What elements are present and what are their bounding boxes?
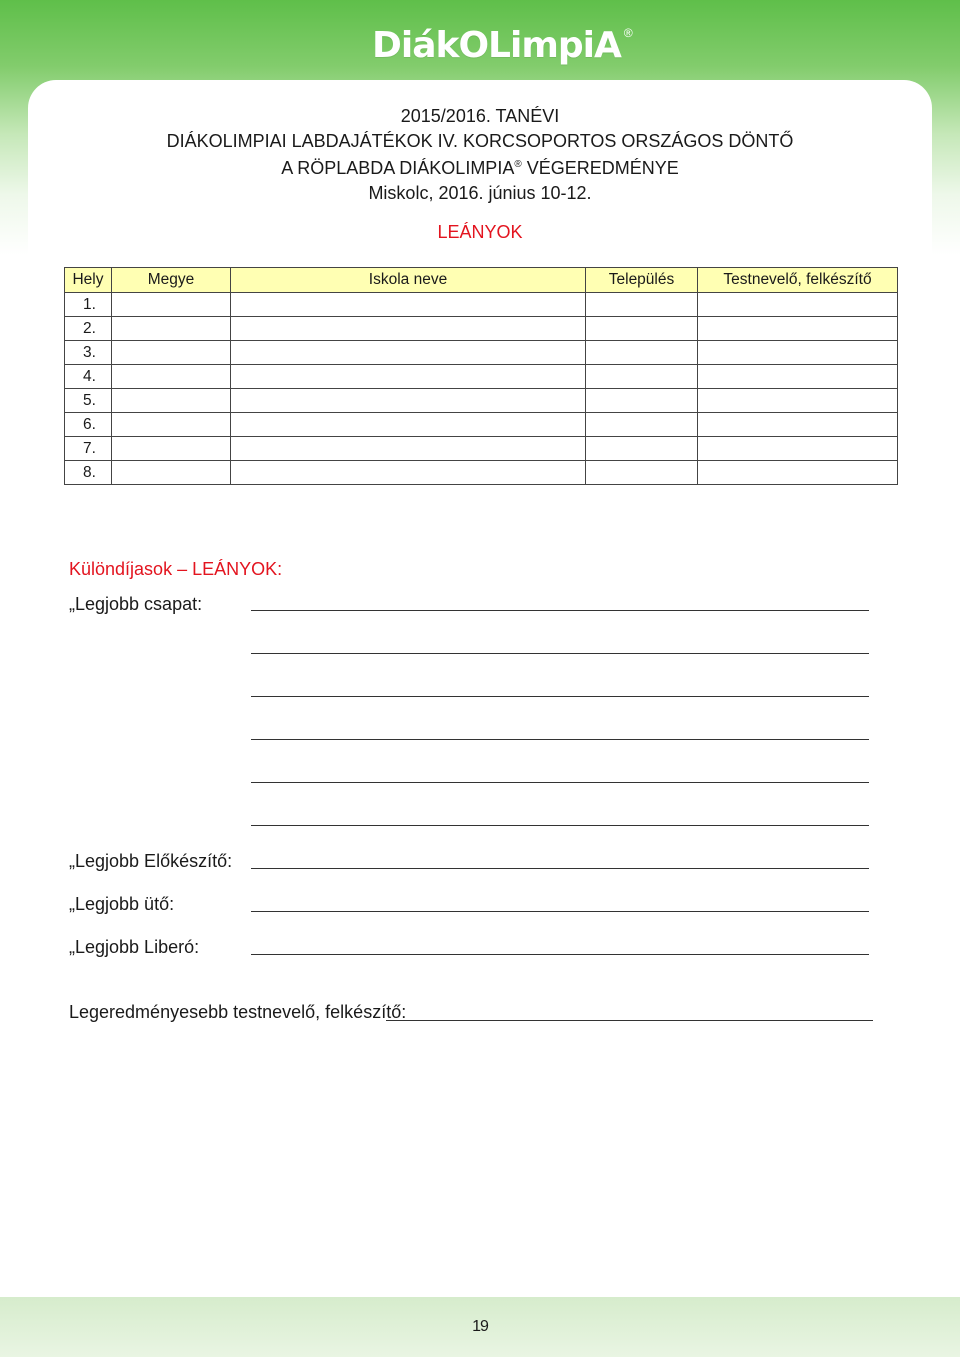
results-title-reg: ® [514, 159, 522, 170]
best-hitter-label: „Legjobb ütő: [69, 894, 175, 914]
best-coach-line[interactable] [386, 1020, 873, 1021]
category-heading: LEÁNYOK [437, 222, 523, 242]
best-libero-label: „Legjobb Liberó: [69, 937, 200, 957]
special-awards-heading: Különdíjasok – LEÁNYOK: [69, 559, 283, 579]
best-coach-label: Legeredményesebb testnevelő, felkészítő: [69, 1002, 407, 1022]
table-row [65, 365, 898, 389]
town-cell[interactable] [586, 341, 698, 365]
town-cell[interactable] [586, 317, 698, 341]
place-cell: 5. [65, 389, 112, 413]
place-cell: 4. [65, 365, 112, 389]
place-cell: 2. [65, 317, 112, 341]
best-team-line-2[interactable] [251, 653, 869, 654]
table-row [65, 341, 898, 365]
location-date: Miskolc, 2016. június 10-12. [368, 182, 592, 203]
place-cell: 1. [65, 293, 112, 317]
table-row [65, 437, 898, 461]
coach-cell[interactable] [698, 341, 898, 365]
place-cell: 8. [65, 461, 112, 485]
county-cell[interactable] [112, 413, 231, 437]
town-cell[interactable] [586, 293, 698, 317]
town-cell[interactable] [586, 437, 698, 461]
table-row [65, 293, 898, 317]
table-row [65, 317, 898, 341]
county-cell[interactable] [112, 293, 231, 317]
results-title [0, 153, 960, 181]
town-cell[interactable] [586, 413, 698, 437]
best-team-line-3[interactable] [251, 696, 869, 697]
town-cell[interactable] [586, 365, 698, 389]
table-row [65, 389, 898, 413]
school-cell[interactable] [231, 317, 586, 341]
results-table [64, 267, 898, 485]
best-libero-line[interactable] [251, 954, 869, 955]
column-header-school: Iskola neve [231, 268, 586, 293]
best-team-label: „Legjobb csapat: [69, 594, 203, 614]
best-setter-line[interactable] [251, 868, 869, 869]
coach-cell[interactable] [698, 389, 898, 413]
place-cell: 6. [65, 413, 112, 437]
coach-cell[interactable] [698, 365, 898, 389]
school-cell[interactable] [231, 293, 586, 317]
best-team-line-6[interactable] [251, 825, 869, 826]
school-cell[interactable] [231, 341, 586, 365]
coach-cell[interactable] [698, 317, 898, 341]
county-cell[interactable] [112, 437, 231, 461]
diakolimpia-logo [372, 24, 633, 68]
best-setter-label: „Legjobb Előkészítő: [69, 851, 233, 871]
coach-cell[interactable] [698, 293, 898, 317]
best-team-line-5[interactable] [251, 782, 869, 783]
county-cell[interactable] [112, 461, 231, 485]
coach-cell[interactable] [698, 437, 898, 461]
place-cell: 7. [65, 437, 112, 461]
registered-mark: ® [623, 26, 633, 40]
school-cell[interactable] [231, 437, 586, 461]
town-cell[interactable] [586, 389, 698, 413]
county-cell[interactable] [112, 365, 231, 389]
column-header-coach: Testnevelő, felkészítő [698, 268, 898, 293]
coach-cell[interactable] [698, 413, 898, 437]
page-number: 19 [472, 1318, 488, 1335]
column-header-county: Megye [112, 268, 231, 293]
school-year: 2015/2016. TANÉVI [400, 106, 560, 126]
school-cell[interactable] [231, 413, 586, 437]
document-header [0, 104, 960, 205]
table-row [65, 413, 898, 437]
school-cell[interactable] [231, 461, 586, 485]
best-team-line-4[interactable] [251, 739, 869, 740]
table-header-row [65, 268, 898, 293]
results-title-suffix: VÉGEREDMÉNYE [521, 158, 679, 178]
column-header-town: Település [586, 268, 698, 293]
county-cell[interactable] [112, 389, 231, 413]
event-title: DIÁKOLIMPIAI LABDAJÁTÉKOK IV. KORCSOPORTOS ORSZÁGOS DÖNTŐ [166, 130, 794, 151]
county-cell[interactable] [112, 341, 231, 365]
column-header-place: Hely [65, 268, 112, 293]
results-title-main: A RÖPLABDA DIÁKOLIMPIA [281, 158, 515, 178]
town-cell[interactable] [586, 461, 698, 485]
school-cell[interactable] [231, 365, 586, 389]
best-hitter-line[interactable] [251, 911, 869, 912]
coach-cell[interactable] [698, 461, 898, 485]
best-team-line-1[interactable] [251, 610, 869, 611]
county-cell[interactable] [112, 317, 231, 341]
school-cell[interactable] [231, 389, 586, 413]
logo-text: DiákOLimpiA [372, 25, 621, 66]
place-cell: 3. [65, 341, 112, 365]
table-row [65, 461, 898, 485]
